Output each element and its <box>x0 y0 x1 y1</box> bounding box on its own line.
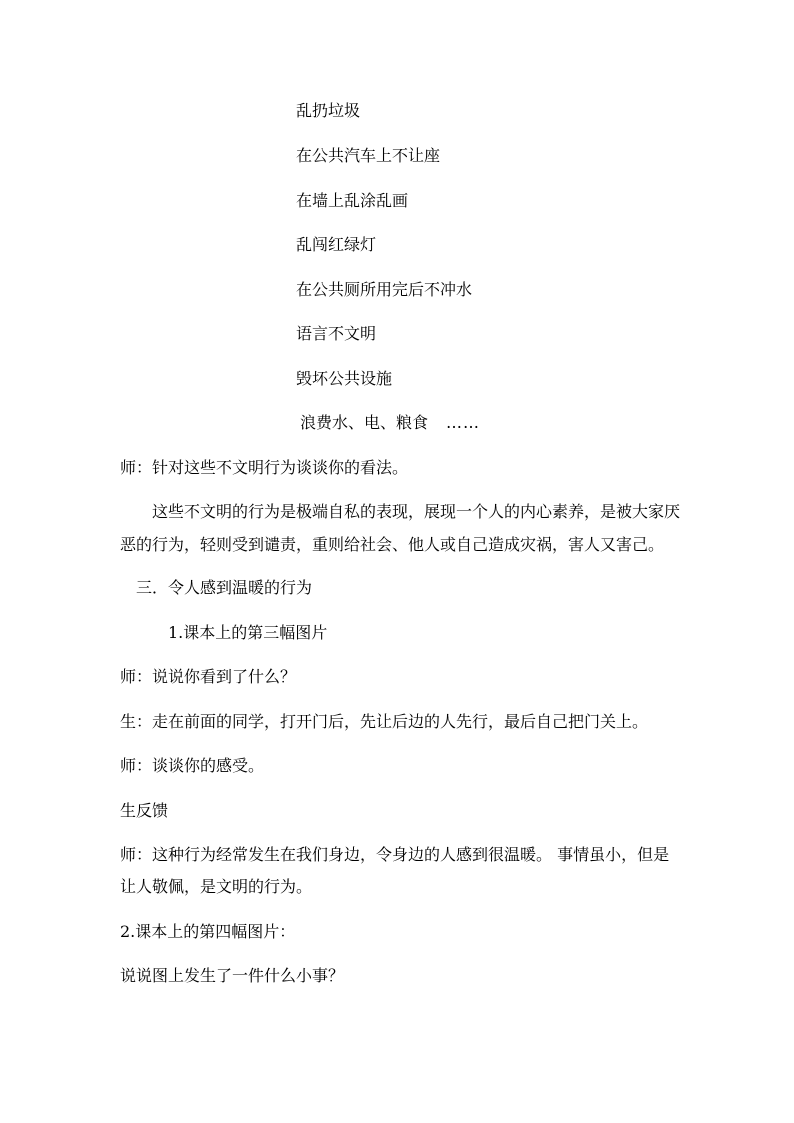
section-3-title: 三．令人感到温暖的行为 <box>136 578 313 597</box>
list-item-ellipsis: …… <box>446 413 481 432</box>
list-item-bus-seat: 在公共汽车上不让座 <box>296 146 441 165</box>
list-item-littering: 乱扔垃圾 <box>296 101 361 120</box>
subsection-1-title: 1.课本上的第三幅图片 <box>168 623 328 642</box>
list-item-graffiti: 在墙上乱涂乱画 <box>296 191 409 210</box>
teacher-prompt-see: 师：说说你看到了什么？ <box>120 667 297 686</box>
list-item-waste <box>300 413 480 433</box>
paragraph-line-1: 这些不文明的行为是极端自私的表现，展现一个人的内心素养，是被大家厌 <box>152 502 681 521</box>
question-small-event: 说说图上发生了一件什么小事？ <box>120 966 345 985</box>
student-feedback: 生反馈 <box>120 801 169 820</box>
paragraph-line-2: 恶的行为，轻则受到谴责，重则给社会、他人或自己造成灾祸，害人又害己。 <box>120 535 665 554</box>
student-answer: 生：走在前面的同学，打开门后，先让后边的人先行，最后自己把门关上。 <box>120 712 649 731</box>
list-item-waste-text: 浪费水、电、粮食 <box>300 413 429 432</box>
list-item-red-light: 乱闯红绿灯 <box>296 235 377 254</box>
teacher-summary-line-2: 让人敬佩，是文明的行为。 <box>120 877 313 896</box>
teacher-prompt-opinion: 师：针对这些不文明行为谈谈你的看法。 <box>120 458 409 477</box>
teacher-summary-line-1: 师：这种行为经常发生在我们身边，令身边的人感到很温暖。 事情虽小，但是 <box>120 845 670 864</box>
list-item-public-facilities: 毁坏公共设施 <box>296 369 393 388</box>
list-item-toilet-flush: 在公共厕所用完后不冲水 <box>296 280 473 299</box>
teacher-prompt-feeling: 师：谈谈你的感受。 <box>120 756 265 775</box>
subsection-2-title: 2.课本上的第四幅图片： <box>120 922 296 941</box>
list-item-language: 语言不文明 <box>296 324 377 343</box>
